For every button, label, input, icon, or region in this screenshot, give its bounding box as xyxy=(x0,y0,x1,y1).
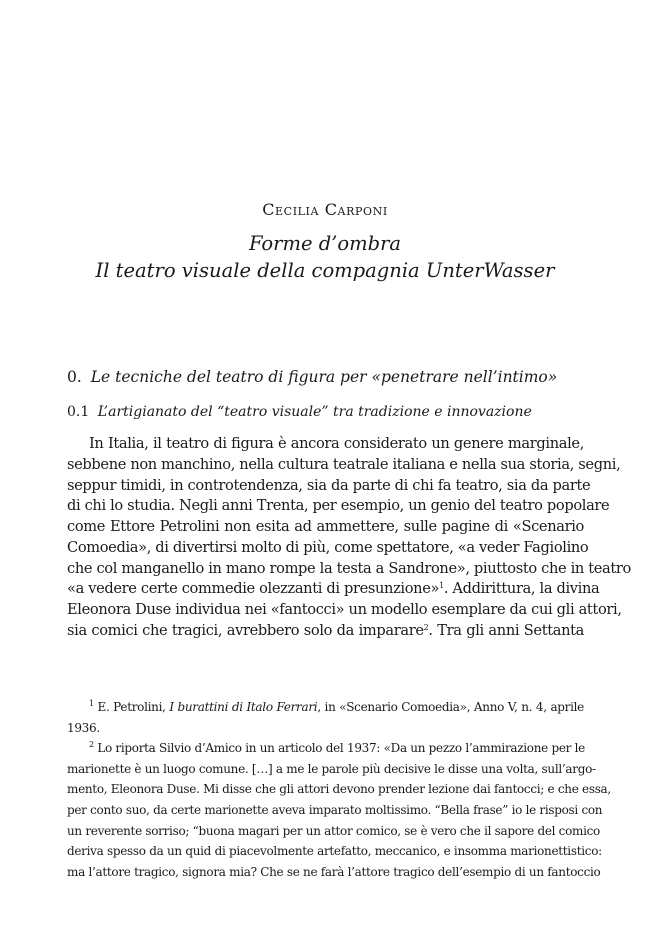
footnote-line: marionette è un luogo comune. […] a me le parole più decisive le disse una volta, sull’argo- xyxy=(67,761,596,776)
section-heading-0 xyxy=(67,368,587,386)
footnote-line: ma l’attore tragico, signora mia? Che se ne farà l’attore tragico dell’esempio di un fantoccio xyxy=(67,864,601,879)
body-line: che col manganello in mano rompe la testa a Sandrone», piuttosto che in teatro xyxy=(67,559,631,577)
subsection-heading-0-1 xyxy=(67,404,587,420)
footnote-2 xyxy=(67,738,584,759)
body-line: di chi lo studia. Negli anni Trenta, per esempio, un genio del teatro popolare xyxy=(67,497,610,515)
footnote-ref-1[interactable]: 1 xyxy=(439,581,444,591)
body-line: sebbene non manchino, nella cultura teatrale italiana e nella sua storia, segni, xyxy=(67,455,621,473)
footnote-text: Lo riporta Silvio d’Amico in un articolo del 1937: «Da un pezzo l’ammirazione per le xyxy=(97,741,585,756)
footnote-1-cont: 1936. xyxy=(67,720,100,735)
body-line xyxy=(67,621,584,642)
body-line: In Italia, il teatro di figura è ancora considerato un genere marginale, xyxy=(89,435,584,452)
title-line-2: Il teatro visuale della compagnia UnterWasser xyxy=(95,259,555,282)
footnote-text: , in «Scenario Comoedia», Anno V, n. 4, aprile xyxy=(317,700,584,714)
footnote-line: un reverente sorriso; “buona magari per un attor comico, se è vero che il sapore del comico xyxy=(67,823,600,838)
body-line xyxy=(67,579,600,600)
footnote-ref-2[interactable]: 2 xyxy=(423,622,429,632)
footnote-1 xyxy=(67,697,584,718)
body-line: Eleonora Duse individua nei «fantocci» un modello esemplare da cui gli attori, xyxy=(67,601,622,618)
author-name: Cecilia Carponi xyxy=(262,200,388,219)
body-line: seppur timidi, in controtendenza, sia da parte di chi fa teatro, sia da parte xyxy=(67,476,591,494)
subsection-number: 0.1 xyxy=(67,404,90,420)
footnote-text: E. Petrolini, xyxy=(97,700,170,714)
subsection-title: L’artigianato del “teatro visuale” tra tradizione e innovazione xyxy=(97,404,532,420)
title-line-1: Forme d’ombra xyxy=(248,232,402,255)
body-text-run: sia comici che tragici, avrebbero solo da imparare xyxy=(67,621,424,639)
footnotes xyxy=(67,697,611,882)
footnote-line: per conto suo, da certe marionette aveva imparato moltissimo. “Bella frase” io le risposi con xyxy=(67,802,603,817)
section-title: Le tecniche del teatro di figura per «penetrare nell’intimo» xyxy=(90,368,558,386)
body-text-run: . Tra gli anni Settanta xyxy=(428,621,584,639)
footnote-line: deriva spesso da un quid di piacevolmente artefatto, meccanico, e insomma marionettistico: xyxy=(67,844,602,859)
article-title xyxy=(0,230,650,284)
body-text xyxy=(67,434,631,642)
section-number: 0. xyxy=(67,368,82,386)
body-text-run: . Addirittura, la divina xyxy=(443,580,600,598)
footnote-line: mento, Eleonora Duse. Mi disse che gli attori devono prender lezione dai fantocci; e che essa, xyxy=(67,782,611,797)
body-line: come Ettore Petrolini non esita ad ammettere, sulle pagine di «Scenario xyxy=(67,518,584,535)
footnote-work-title: I burattini di Italo Ferrari xyxy=(169,700,318,714)
footnote-mark-1: 1 xyxy=(89,699,94,708)
body-line: Comoedia», di divertirsi molto di più, come spettatore, «a veder Fagiolino xyxy=(67,538,589,556)
body-text-run: «a vedere certe commedie olezzanti di presunzione» xyxy=(67,580,440,598)
footnote-mark-2: 2 xyxy=(89,740,94,750)
